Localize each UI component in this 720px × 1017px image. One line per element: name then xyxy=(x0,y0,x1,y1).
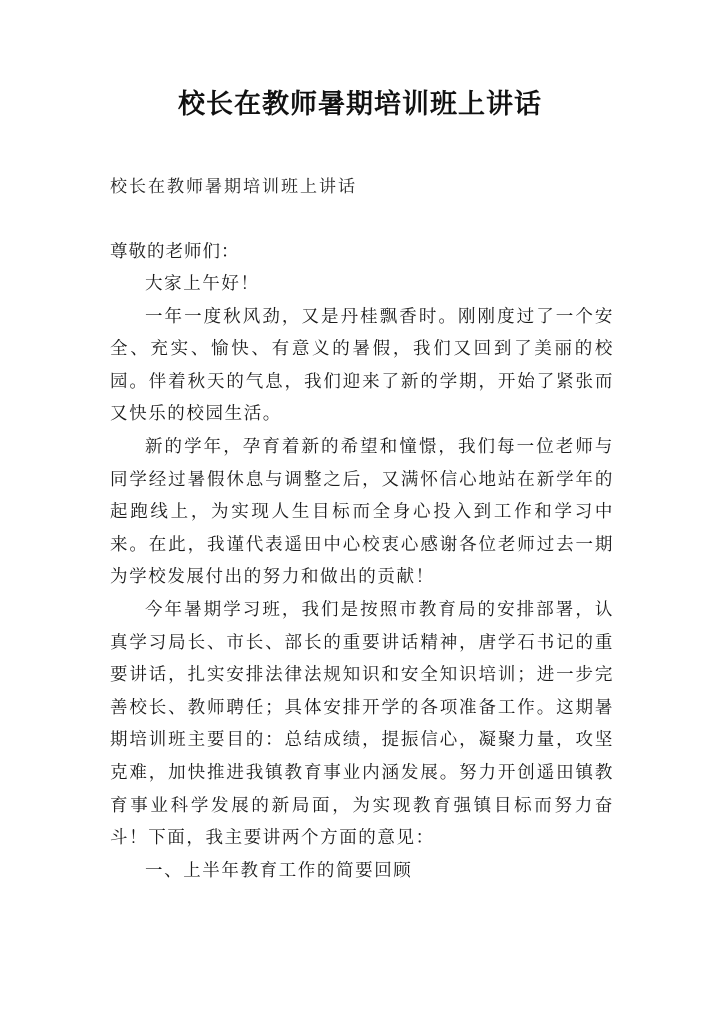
body-paragraphs xyxy=(110,268,614,887)
salutation: 尊敬的老师们： xyxy=(110,242,240,262)
paragraph-new-school-year: 新的学年，孕育着新的希望和憧憬，我们每一位老师与同学经过暑假休息与调整之后，又满怀信心地站在新学年的起跑线上，为实现人生目标而全身心投入到工作和学习中来。在此，我谨代表遥田中心校衷心感谢各位老师过去一期为学校发展付出的努力和做出的贡献！ xyxy=(110,436,614,588)
section-heading-review: 一、上半年教育工作的简要回顾 xyxy=(145,860,413,881)
paragraph-autumn-return: 一年一度秋风劲，又是丹桂飘香时。刚刚度过了一个安全、充实、愉快、有意义的暑假，我们又回到了美丽的校园。伴着秋天的气息，我们迎来了新的学期，开始了紧张而又快乐的校园生活。 xyxy=(110,306,614,425)
page-title: 校长在教师暑期培训班上讲话 xyxy=(178,89,542,120)
paragraph-greeting: 大家上午好！ xyxy=(145,274,260,294)
paragraph-summer-training: 今年暑期学习班，我们是按照市教育局的安排部署，认真学习局长、市长、部长的重要讲话精神，唐学石书记的重要讲话，扎实安排法律法规知识和安全知识培训；进一步完善校长、教师聘任；具体安排开学的各项准备工作。这期暑期培训班主要目的：总结成绩，提振信心，凝聚力量，攻坚克难，加快推进我镇教育事业内涵发展。努力开创遥田镇教育事业科学发展的新局面，为实现教育强镇目标而努力奋斗！下面，我主要讲两个方面的意见： xyxy=(110,599,614,849)
document-subtitle: 校长在教师暑期培训班上讲话 xyxy=(110,177,357,197)
